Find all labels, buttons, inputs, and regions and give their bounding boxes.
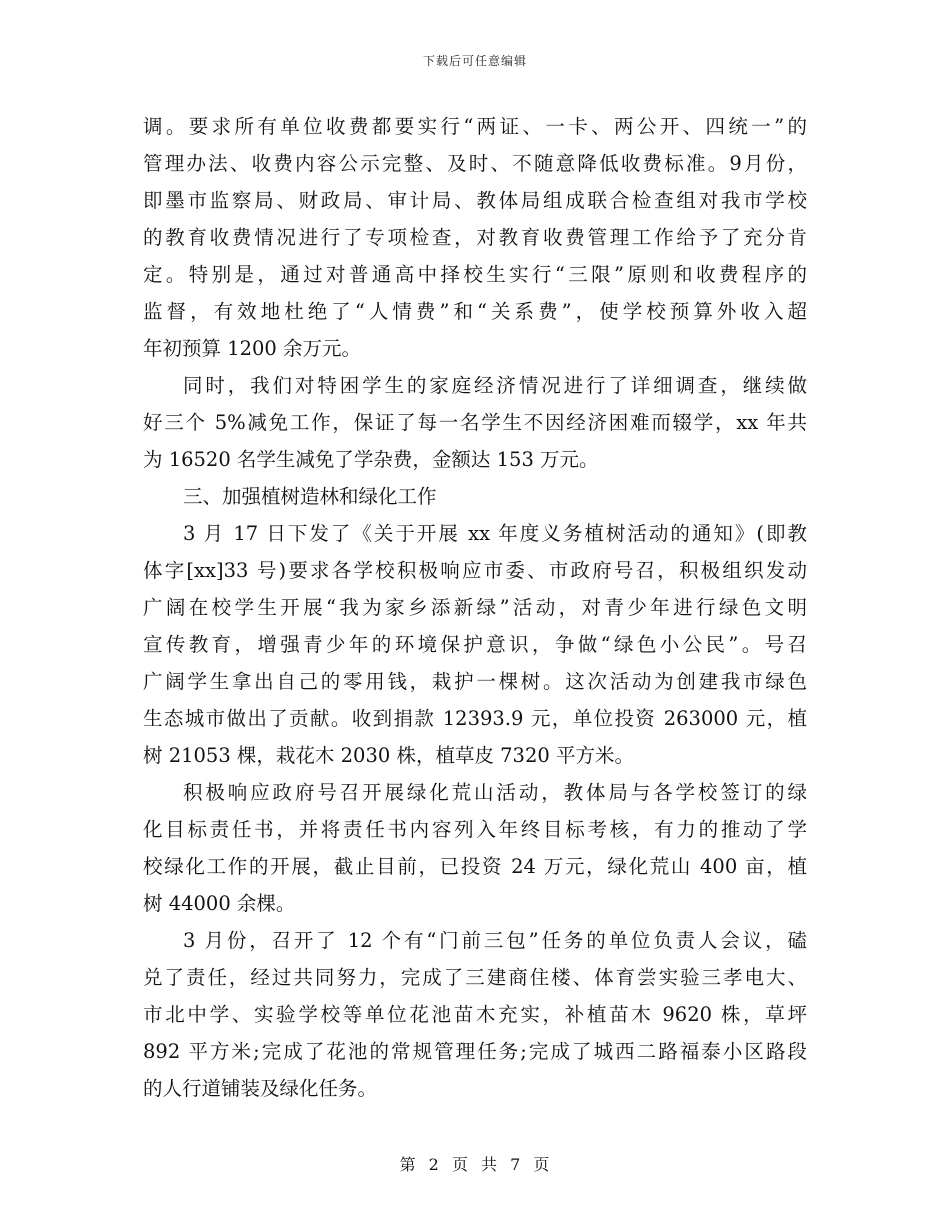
text-line: 即墨市监察局、财政局、审计局、教体局组成联合检查组对我市学校 [143, 189, 807, 212]
text-line: 市北中学、实验学校等单位花池苗木充实，补植苗木 9620 株，草坪 [143, 1003, 807, 1026]
text-line: 三、加强植树造林和绿化工作 [183, 485, 437, 508]
text-line: 的人行道铺装及绿化任务。 [143, 1077, 378, 1100]
text-line: 好三个 5%减免工作，保证了每一名学生不因经济困难而辍学，xx 年共 [143, 411, 807, 434]
page-header: 下载后可任意编辑 [422, 54, 527, 68]
text-line: 广阔在校学生开展“我为家乡添新绿”活动，对青少年进行绿色文明 [143, 596, 807, 619]
text-line: 为 16520 名学生减免了学杂费，金额达 153 万元。 [143, 448, 599, 471]
text-line: 宣传教育，增强青少年的环境保护意识，争做“绿色小公民”。号召 [143, 633, 807, 656]
text-line: 化目标责任书，并将责任书内容列入年终目标考核，有力的推动了学 [143, 818, 807, 841]
text-line: 年初预算 1200 余万元。 [143, 337, 362, 360]
text-line: 兑了责任，经过共同努力，完成了三建商住楼、体育尝实验三孝电大、 [143, 966, 807, 989]
text-line: 同时，我们对特困学生的家庭经济情况进行了详细调查，继续做 [183, 374, 807, 397]
text-line: 生态城市做出了贡献。收到捐款 12393.9 元，单位投资 263000 元，植 [143, 707, 807, 730]
document-body [143, 108, 807, 1107]
text-line: 892 平方米;完成了花池的常规管理任务;完成了城西二路福泰小区路段 [143, 1040, 807, 1063]
text-line: 管理办法、收费内容公示完整、及时、不随意降低收费标准。9月份， [143, 152, 807, 175]
text-line: 积极响应政府号召开展绿化荒山活动，教体局与各学校签订的绿 [183, 781, 807, 804]
text-line: 广阔学生拿出自己的零用钱，栽护一棵树。这次活动为创建我市绿色 [143, 670, 807, 693]
text-line: 3 月份，召开了 12 个有“门前三包”任务的单位负责人会议，磕 [183, 929, 807, 952]
text-line: 的教育收费情况进行了专项检查，对教育收费管理工作给予了充分肯 [143, 226, 807, 249]
text-line: 校绿化工作的开展，截止目前，已投资 24 万元，绿化荒山 400 亩，植 [143, 855, 807, 878]
paragraph [143, 774, 807, 922]
paragraph [143, 478, 807, 515]
text-line: 3 月 17 日下发了《关于开展 xx 年度义务植树活动的通知》(即教 [183, 522, 807, 545]
paragraph [143, 922, 807, 1107]
text-line: 调。要求所有单位收费都要实行“两证、一卡、两公开、四统一”的 [143, 115, 807, 138]
text-line: 监督，有效地杜绝了“人情费”和“关系费”，使学校预算外收入超 [143, 300, 807, 323]
text-line: 树 44000 余棵。 [143, 892, 296, 915]
text-line: 体字[xx]33 号)要求各学校积极响应市委、市政府号召，积极组织发动 [143, 559, 807, 582]
paragraph [143, 515, 807, 774]
paragraph [143, 367, 807, 478]
page-number-footer: 第 2 页 共 7 页 [399, 1155, 551, 1174]
text-line: 树 21053 棵，栽花木 2030 株，植草皮 7320 平方米。 [143, 744, 634, 767]
text-line: 定。特别是，通过对普通高中择校生实行“三限”原则和收费程序的 [143, 263, 807, 286]
paragraph [143, 108, 807, 367]
